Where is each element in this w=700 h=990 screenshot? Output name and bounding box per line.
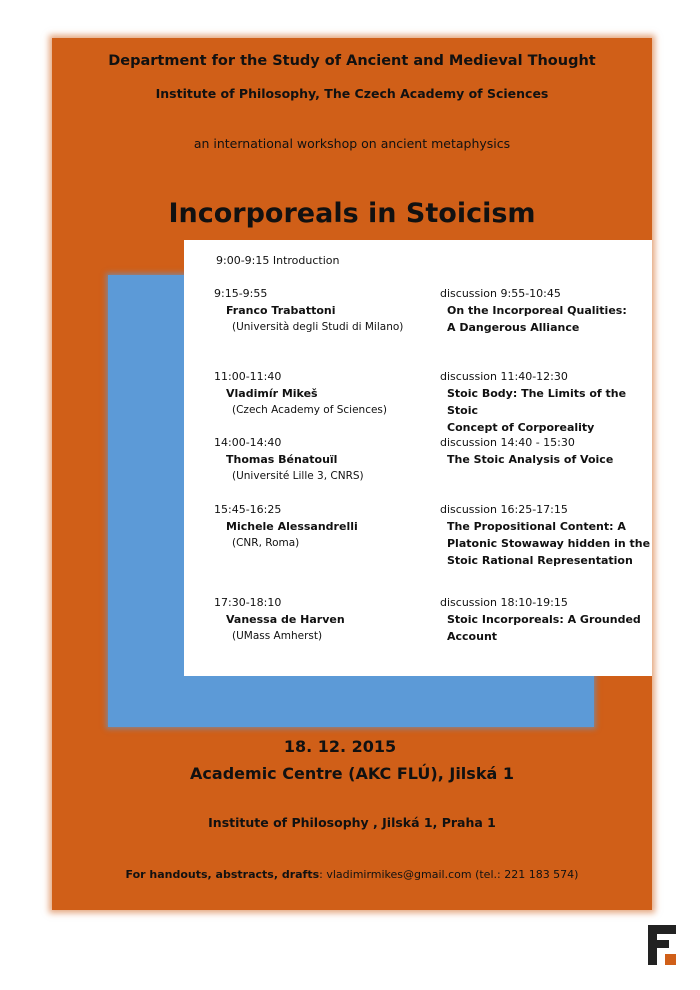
talk-title-line: Stoic Rational Representation bbox=[447, 554, 633, 567]
speaker-name: Vladimír Mikeš bbox=[226, 387, 318, 400]
session-time: 14:00-14:40 bbox=[214, 436, 282, 449]
speaker-name: Thomas Bénatouïl bbox=[226, 453, 338, 466]
discussion-time: discussion 11:40-12:30 bbox=[440, 370, 568, 383]
talk-title-line: Platonic Stowaway hidden in the bbox=[447, 537, 651, 550]
discussion-time: discussion 14:40 - 15:30 bbox=[440, 436, 575, 449]
session-4-left bbox=[214, 502, 424, 551]
speaker-affiliation: (CNR, Roma) bbox=[232, 537, 300, 549]
session-time: 15:45-16:25 bbox=[214, 503, 282, 516]
session-time: 9:15-9:55 bbox=[214, 287, 268, 300]
session-4-right bbox=[440, 502, 655, 569]
speaker-affiliation: (Czech Academy of Sciences) bbox=[232, 404, 388, 416]
talk-title-line: On the Incorporeal Qualities: bbox=[447, 304, 627, 317]
speaker-name: Franco Trabattoni bbox=[226, 304, 336, 317]
contact-line bbox=[52, 868, 652, 881]
event-venue: Academic Centre (AKC FLÚ), Jilská 1 bbox=[190, 764, 514, 783]
discussion-time: discussion 18:10-19:15 bbox=[440, 596, 568, 609]
session-time: 11:00-11:40 bbox=[214, 370, 282, 383]
session-1-left bbox=[214, 286, 424, 335]
institute-logo bbox=[648, 925, 676, 965]
speaker-affiliation: (UMass Amherst) bbox=[232, 630, 323, 642]
speaker-affiliation: (Università degli Studi di Milano) bbox=[232, 321, 404, 333]
contact-label: For handouts, abstracts, drafts bbox=[125, 868, 320, 881]
talk-title-line: Stoic Body: The Limits of the Stoic bbox=[447, 387, 627, 417]
talk-title-line: Concept of Corporeality bbox=[447, 421, 595, 434]
session-5-left bbox=[214, 595, 424, 644]
event-address: Institute of Philosophy , Jilská 1, Praha 1 bbox=[208, 815, 496, 830]
intro-line: 9:00-9:15 Introduction bbox=[216, 254, 340, 267]
contact-details: : vladimirmikes@gmail.com (tel.: 221 183 574) bbox=[319, 868, 579, 881]
session-2-right bbox=[440, 369, 655, 436]
speaker-affiliation: (Université Lille 3, CNRS) bbox=[232, 470, 364, 482]
session-5-right bbox=[440, 595, 655, 645]
talk-title-line: Account bbox=[447, 630, 498, 643]
workshop-subtitle: an international workshop on ancient metaphysics bbox=[193, 136, 511, 151]
talk-title-line: A Dangerous Alliance bbox=[447, 321, 580, 334]
session-time: 17:30-18:10 bbox=[214, 596, 282, 609]
session-3-right bbox=[440, 435, 655, 468]
session-2-left bbox=[214, 369, 424, 418]
speaker-name: Vanessa de Harven bbox=[226, 613, 345, 626]
talk-title-line: The Propositional Content: A bbox=[447, 520, 626, 533]
workshop-title: Incorporeals in Stoicism bbox=[168, 198, 536, 229]
event-date: 18. 12. 2015 bbox=[283, 737, 397, 756]
talk-title-line: The Stoic Analysis of Voice bbox=[447, 453, 614, 466]
session-3-left bbox=[214, 435, 424, 484]
session-1-right bbox=[440, 286, 655, 336]
speaker-name: Michele Alessandrelli bbox=[226, 520, 358, 533]
discussion-time: discussion 9:55-10:45 bbox=[440, 287, 561, 300]
discussion-time: discussion 16:25-17:15 bbox=[440, 503, 568, 516]
institute-heading: Institute of Philosophy, The Czech Academy of Sciences bbox=[155, 86, 549, 101]
department-heading: Department for the Study of Ancient and Medieval Thought bbox=[108, 53, 596, 69]
talk-title-line: Stoic Incorporeals: A Grounded bbox=[447, 613, 641, 626]
